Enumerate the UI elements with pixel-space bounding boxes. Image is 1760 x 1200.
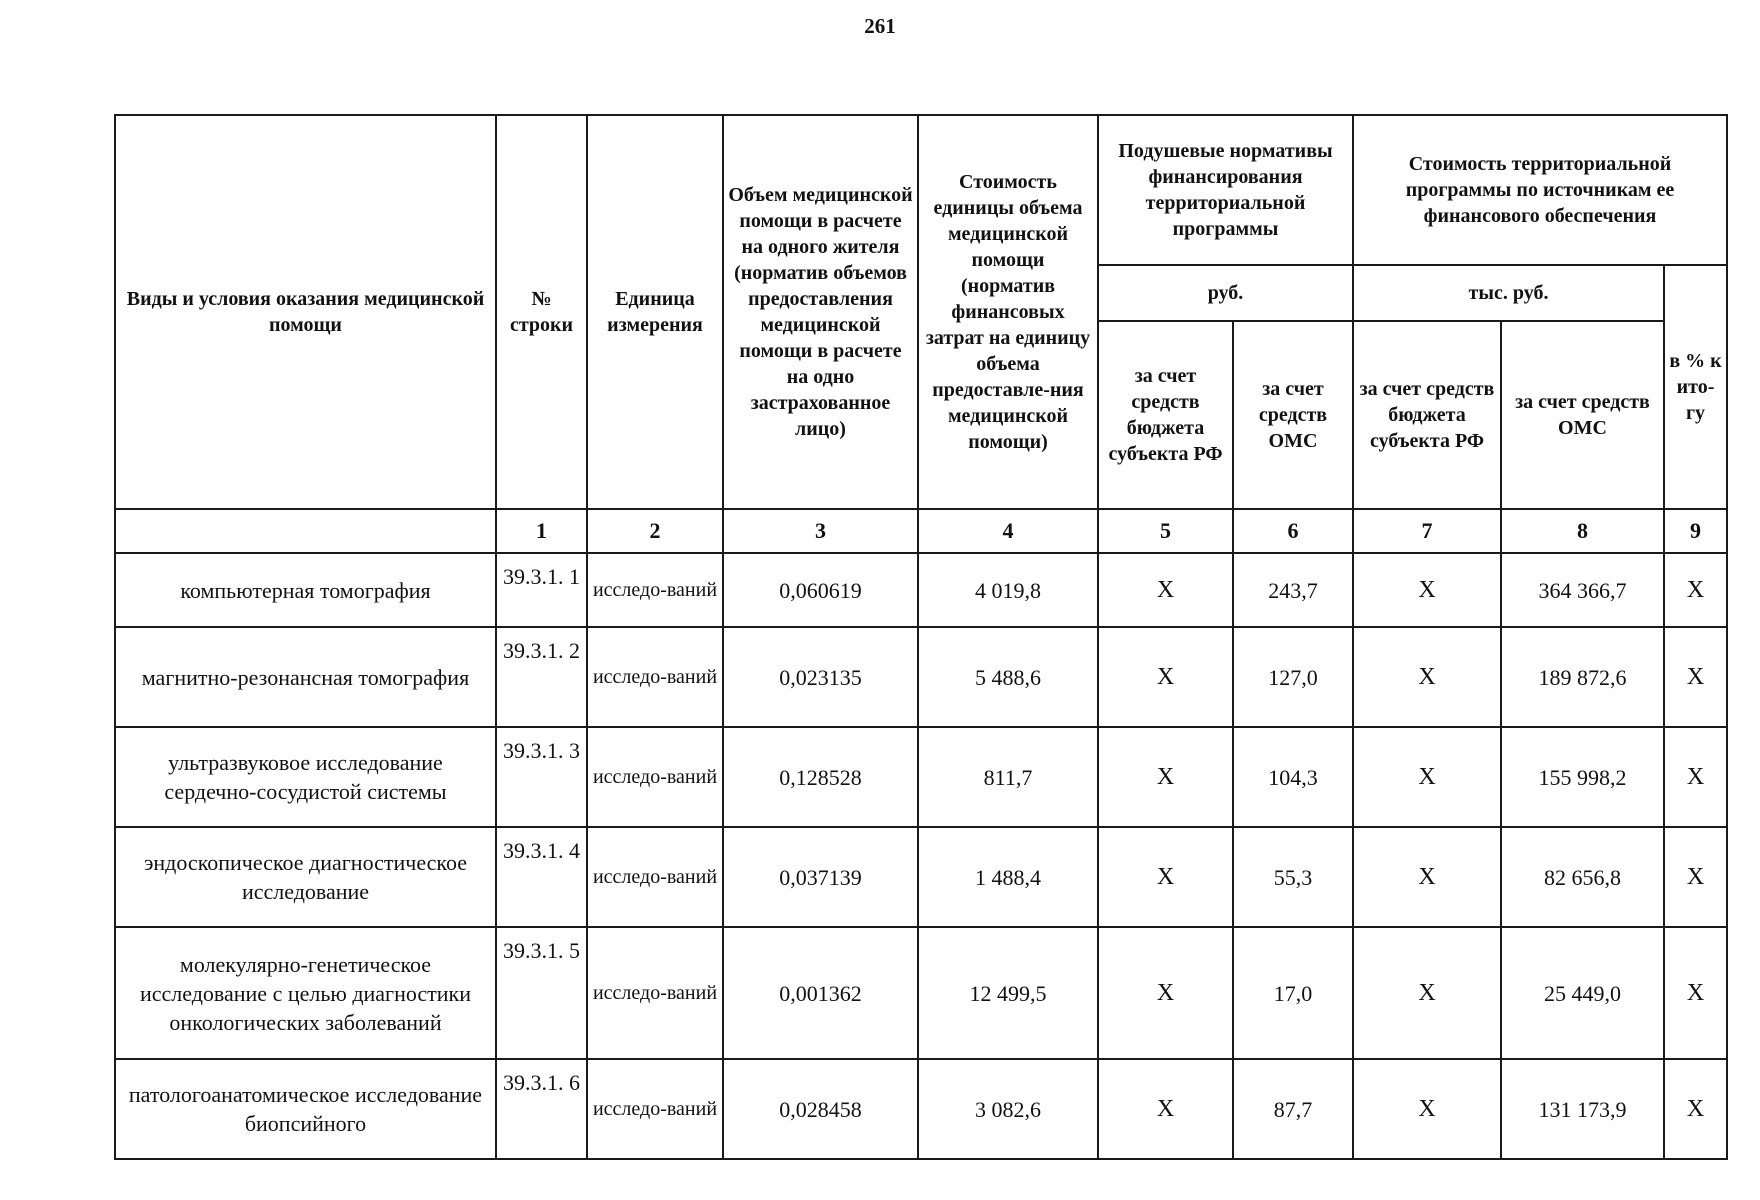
cell-unit: исследо-ваний (587, 1059, 723, 1159)
cell-oms-thousand: 82 656,8 (1501, 827, 1664, 927)
cell-volume: 0,128528 (723, 727, 918, 827)
cell-percent: Х (1664, 827, 1727, 927)
cell-oms-thousand: 364 366,7 (1501, 553, 1664, 627)
table-row (115, 1059, 1727, 1159)
header-budget-thousand: за счет средств бюджета субъекта РФ (1353, 321, 1501, 509)
cell-unit: исследо-ваний (587, 553, 723, 627)
column-number: 5 (1098, 509, 1233, 553)
cell-budget-rub: Х (1098, 553, 1233, 627)
column-number: 9 (1664, 509, 1727, 553)
header-percent: в % к ито-гу (1664, 265, 1727, 509)
cell-budget-rub: Х (1098, 927, 1233, 1059)
column-number: 4 (918, 509, 1098, 553)
cell-row-no: 39.3.1. 1 (496, 553, 587, 627)
cell-row-no: 39.3.1. 6 (496, 1059, 587, 1159)
header-oms-rub: за счет средств ОМС (1233, 321, 1353, 509)
cell-row-no: 39.3.1. 3 (496, 727, 587, 827)
header-type: Виды и условия оказания медицинской помощи (115, 115, 496, 509)
column-number (115, 509, 496, 553)
cell-oms-rub: 104,3 (1233, 727, 1353, 827)
cell-cost: 1 488,4 (918, 827, 1098, 927)
column-number: 7 (1353, 509, 1501, 553)
header-unit: Единица измерения (587, 115, 723, 509)
cell-type: магнитно-резонансная томография (115, 627, 496, 727)
cell-oms-thousand: 25 449,0 (1501, 927, 1664, 1059)
cell-budget-thousand: Х (1353, 727, 1501, 827)
table-row (115, 927, 1727, 1059)
cell-budget-thousand: Х (1353, 827, 1501, 927)
header-group-per-capita: Подушевые нормативы финансирования территориальной программы (1098, 115, 1353, 265)
cell-cost: 5 488,6 (918, 627, 1098, 727)
column-number: 6 (1233, 509, 1353, 553)
table-row (115, 627, 1727, 727)
cell-percent: Х (1664, 553, 1727, 627)
cell-type: эндоскопическое диагностическое исследование (115, 827, 496, 927)
cell-budget-thousand: Х (1353, 553, 1501, 627)
cell-unit: исследо-ваний (587, 927, 723, 1059)
cell-unit: исследо-ваний (587, 627, 723, 727)
cell-type: патологоанатомическое исследование биопсийного (115, 1059, 496, 1159)
column-number: 3 (723, 509, 918, 553)
cell-percent: Х (1664, 1059, 1727, 1159)
cell-row-no: 39.3.1. 2 (496, 627, 587, 727)
cell-budget-rub: Х (1098, 627, 1233, 727)
cell-volume: 0,060619 (723, 553, 918, 627)
cell-budget-rub: Х (1098, 827, 1233, 927)
cell-oms-rub: 243,7 (1233, 553, 1353, 627)
cell-percent: Х (1664, 627, 1727, 727)
table-header (115, 115, 1727, 553)
cell-type: компьютерная томография (115, 553, 496, 627)
header-cost: Стоимость единицы объема медицинской помощи (норматив финансовых затрат на единицу объема предоставле-ния медицинской помощи) (918, 115, 1098, 509)
header-oms-thousand: за счет средств ОМС (1501, 321, 1664, 509)
cell-cost: 3 082,6 (918, 1059, 1098, 1159)
cell-type: ультразвуковое исследование сердечно-сосудистой системы (115, 727, 496, 827)
header-group-program-cost: Стоимость территориальной программы по источникам ее финансового обеспечения (1353, 115, 1727, 265)
cell-volume: 0,001362 (723, 927, 918, 1059)
cell-cost: 12 499,5 (918, 927, 1098, 1059)
cell-oms-rub: 17,0 (1233, 927, 1353, 1059)
cell-budget-thousand: Х (1353, 1059, 1501, 1159)
cell-percent: Х (1664, 727, 1727, 827)
cell-type: молекулярно-генетическое исследование с целью диагностики онкологических заболеваний (115, 927, 496, 1059)
cell-row-no: 39.3.1. 5 (496, 927, 587, 1059)
cell-budget-thousand: Х (1353, 927, 1501, 1059)
cell-budget-rub: Х (1098, 727, 1233, 827)
cell-volume: 0,023135 (723, 627, 918, 727)
cell-row-no: 39.3.1. 4 (496, 827, 587, 927)
header-budget-rub: за счет средств бюджета субъекта РФ (1098, 321, 1233, 509)
column-number: 2 (587, 509, 723, 553)
cell-budget-thousand: Х (1353, 627, 1501, 727)
financing-table (114, 114, 1728, 1160)
header-sub-rub: руб. (1098, 265, 1353, 321)
cell-oms-rub: 87,7 (1233, 1059, 1353, 1159)
cell-cost: 4 019,8 (918, 553, 1098, 627)
cell-percent: Х (1664, 927, 1727, 1059)
page-number: 261 (864, 14, 896, 38)
cell-oms-thousand: 155 998,2 (1501, 727, 1664, 827)
header-row-no: № строки (496, 115, 587, 509)
table-body (115, 553, 1727, 1159)
cell-volume: 0,037139 (723, 827, 918, 927)
cell-oms-thousand: 189 872,6 (1501, 627, 1664, 727)
table-row (115, 727, 1727, 827)
column-number: 8 (1501, 509, 1664, 553)
cell-unit: исследо-ваний (587, 827, 723, 927)
column-number: 1 (496, 509, 587, 553)
header-volume: Объем медицинской помощи в расчете на одного жителя (норматив объемов предоставления медицинской помощи в расчете на одно застрахованное лицо) (723, 115, 918, 509)
header-sub-thousand-rub: тыс. руб. (1353, 265, 1664, 321)
cell-oms-thousand: 131 173,9 (1501, 1059, 1664, 1159)
cell-unit: исследо-ваний (587, 727, 723, 827)
cell-budget-rub: Х (1098, 1059, 1233, 1159)
cell-cost: 811,7 (918, 727, 1098, 827)
cell-oms-rub: 127,0 (1233, 627, 1353, 727)
table-row (115, 827, 1727, 927)
cell-oms-rub: 55,3 (1233, 827, 1353, 927)
cell-volume: 0,028458 (723, 1059, 918, 1159)
table-row (115, 553, 1727, 627)
